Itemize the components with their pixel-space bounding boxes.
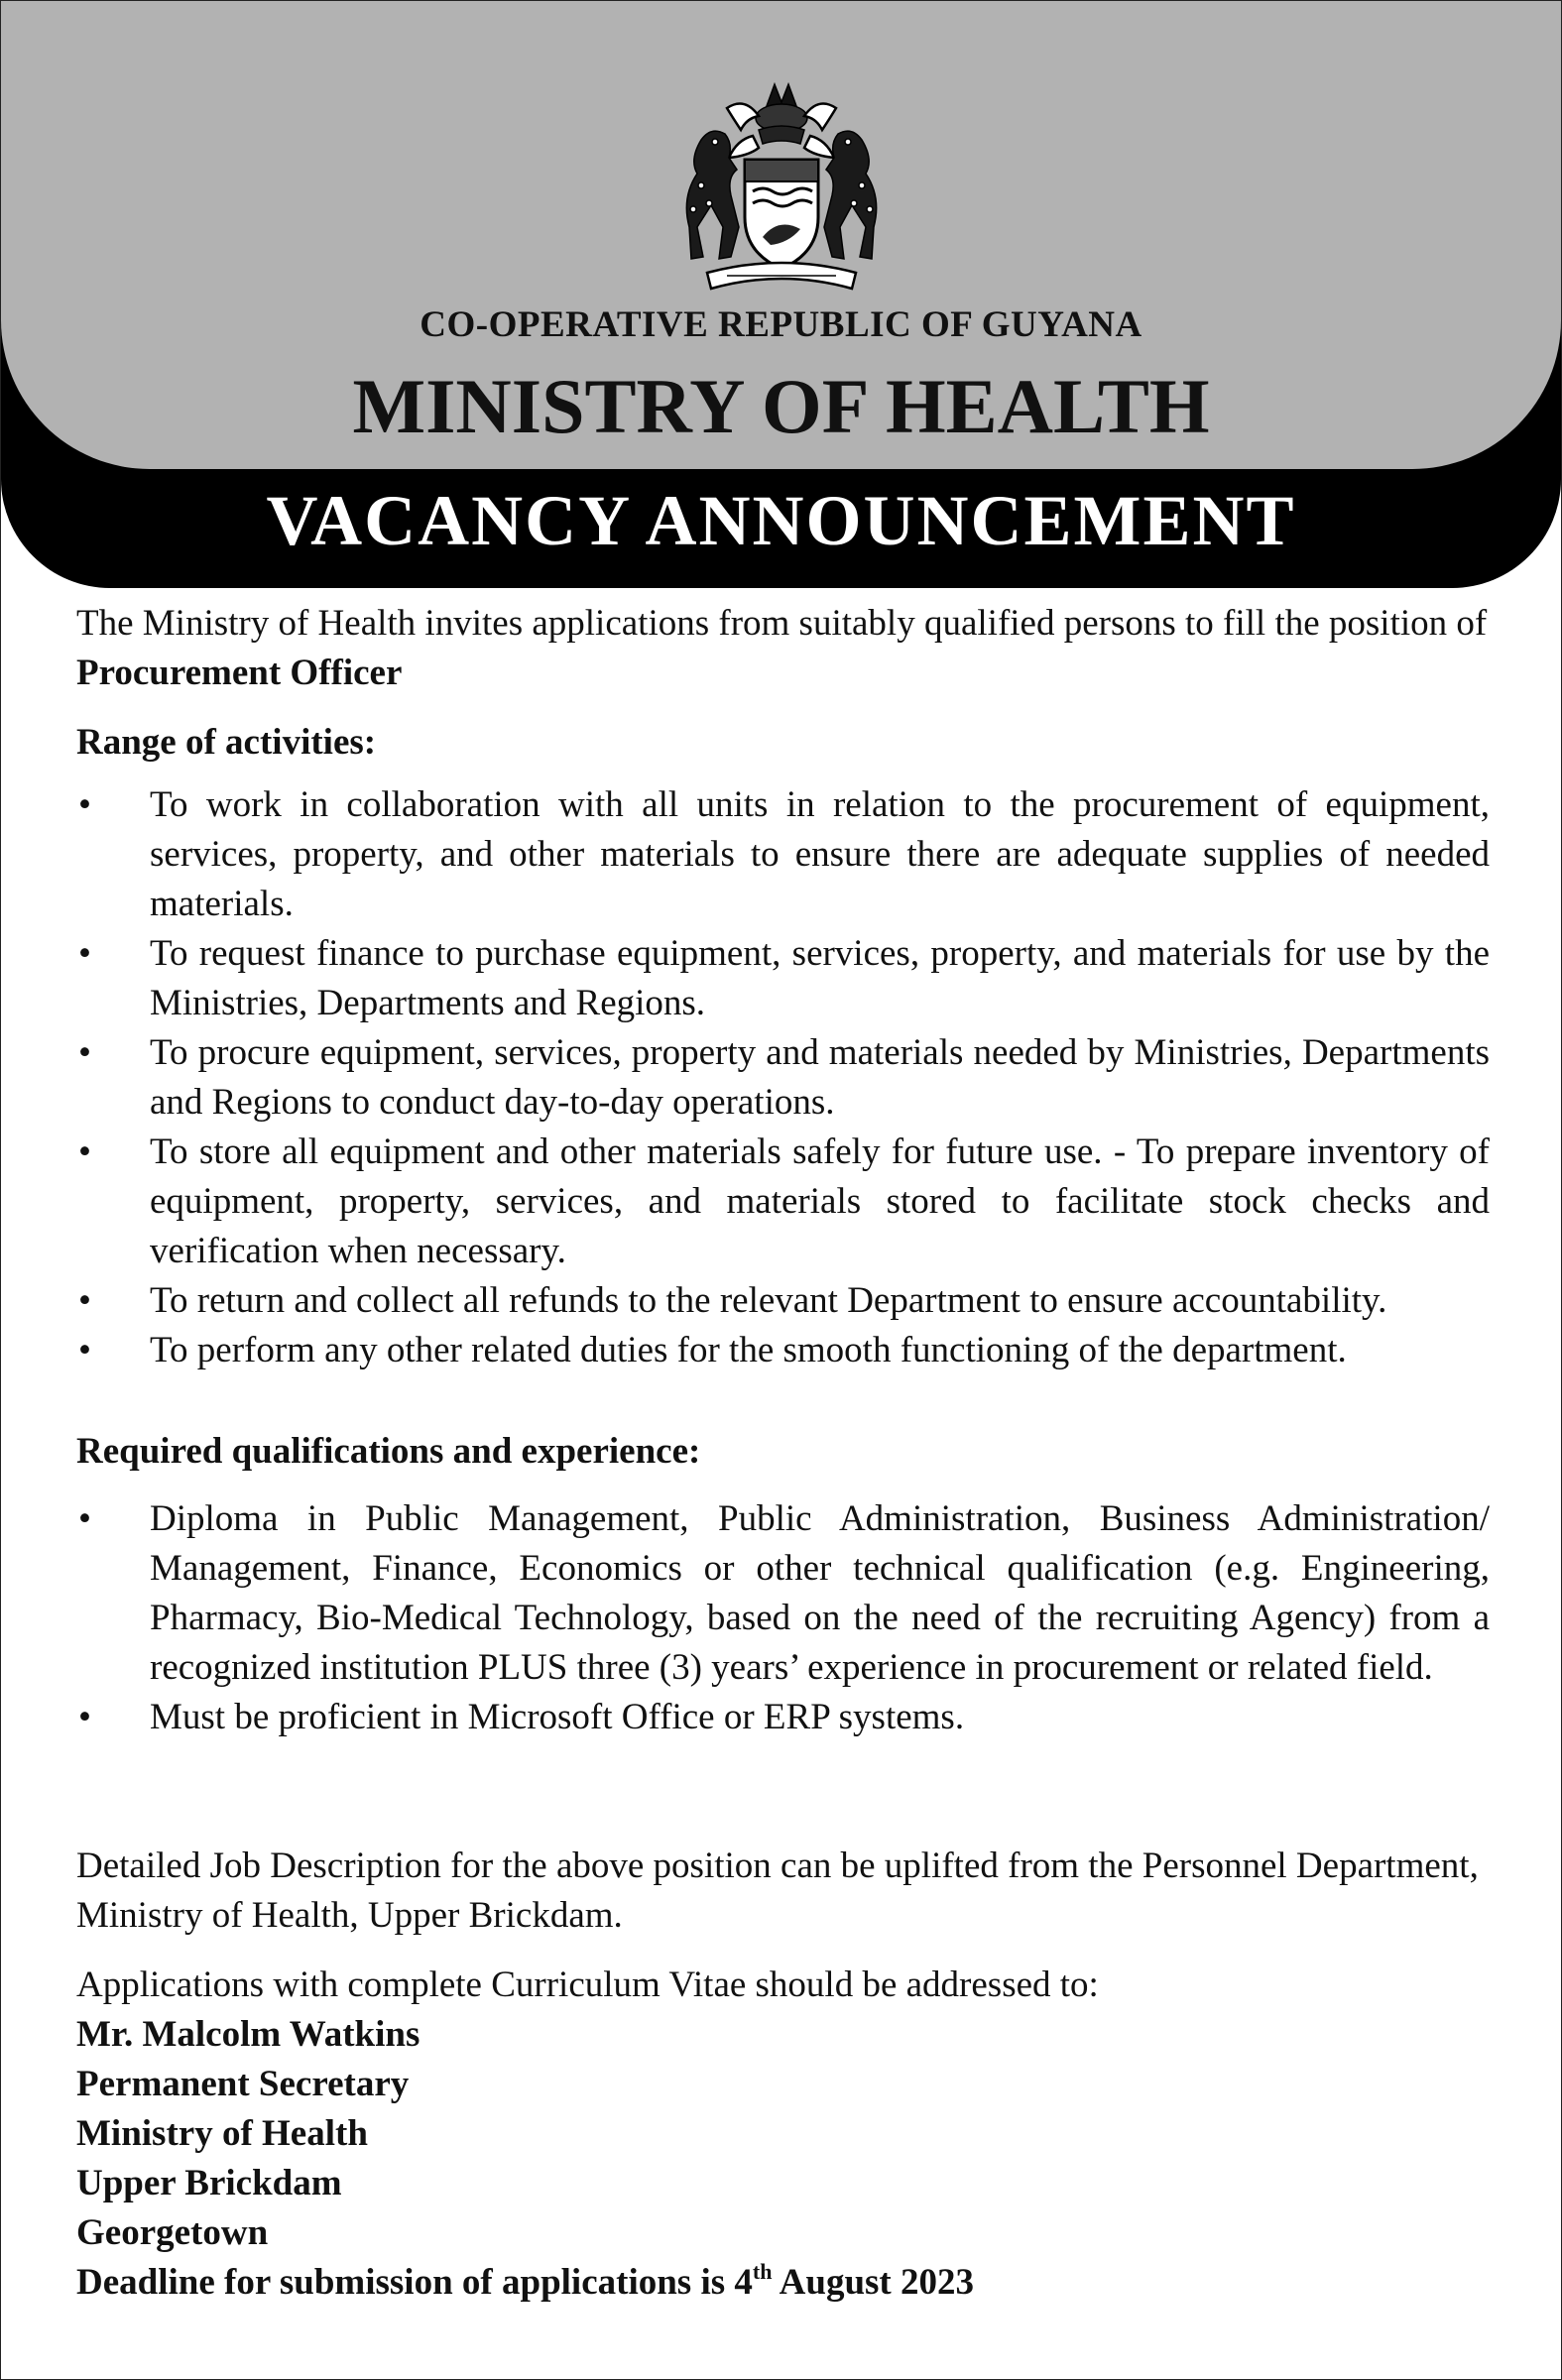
list-item-text: To perform any other related duties for the smooth functioning of the department.: [150, 1330, 1347, 1370]
addressee-street: Upper Brickdam: [76, 2163, 342, 2203]
intro-text: The Ministry of Health invites applications from suitably qualified persons to fill the position of: [76, 603, 1488, 644]
position-title: Procurement Officer: [76, 653, 403, 693]
activities-list: [76, 780, 1490, 1375]
deadline-suffix-ordinal: th: [752, 2258, 773, 2284]
application-block: [76, 1961, 1490, 2308]
coat-of-arms-icon: [667, 78, 896, 295]
list-item: [76, 1494, 1490, 1693]
job-description-note: Detailed Job Description for the above position can be uplifted from the Personnel Department, Ministry of Health, Upper Brickdam.: [76, 1845, 1479, 1936]
qualifications-heading: Required qualifications and experience:: [76, 1431, 701, 1472]
list-item-text: To return and collect all refunds to the relevant Department to ensure accountability.: [150, 1280, 1387, 1321]
bullet-icon: •: [78, 1498, 91, 1539]
banner-title: VACANCY ANNOUNCEMENT: [266, 481, 1296, 560]
list-item-text: Diploma in Public Management, Public Administration, Business Administration/ Management, Finance, Economics or other technical qualification (e.g. Engineering, Pharmacy, Bio-Medical Technology, based on the need of the recruiting Agency) from a recognized institution PLUS three (3) years’ experience in procurement or related field.: [150, 1498, 1490, 1688]
list-item: [76, 780, 1490, 929]
bullet-icon: •: [78, 1280, 91, 1321]
bullet-icon: •: [78, 1697, 91, 1737]
qualifications-list: [76, 1494, 1490, 1742]
list-item-text: To request finance to purchase equipment, services, property, and materials for use by the Ministries, Departments and Regions.: [150, 933, 1490, 1023]
intro-paragraph: [76, 599, 1490, 698]
deadline-prefix: Deadline for submission of applications is 4: [76, 2262, 753, 2303]
list-item-text: To work in collaboration with all units in relation to the procurement of equipment, services, property, and other materials to ensure there are adequate supplies of needed materials.: [150, 784, 1490, 924]
bullet-icon: •: [78, 784, 91, 825]
addressee-city: Georgetown: [76, 2212, 269, 2253]
bullet-icon: •: [78, 1032, 91, 1073]
addressee-org: Ministry of Health: [76, 2113, 368, 2154]
addressee-name: Mr. Malcolm Watkins: [76, 2014, 421, 2055]
list-item: [76, 1693, 1490, 1742]
list-item: [76, 1128, 1490, 1276]
list-item-text: To procure equipment, services, property and materials needed by Ministries, Departments and Regions to conduct day-to-day operations.: [150, 1032, 1490, 1123]
list-item: [76, 929, 1490, 1028]
application-lead: Applications with complete Curriculum Vitae should be addressed to:: [76, 1964, 1099, 2005]
bullet-icon: •: [78, 1131, 91, 1172]
activities-heading: Range of activities:: [76, 722, 377, 763]
deadline-date: August 2023: [772, 2262, 975, 2303]
list-item: [76, 1028, 1490, 1128]
list-item-text: Must be proficient in Microsoft Office or ERP systems.: [150, 1697, 965, 1737]
bullet-icon: •: [78, 933, 91, 974]
deadline: [76, 2258, 1490, 2308]
list-item: [76, 1276, 1490, 1326]
bullet-icon: •: [78, 1330, 91, 1370]
list-item: [76, 1326, 1490, 1375]
ministry-title: MINISTRY OF HEALTH: [352, 363, 1210, 449]
list-item-text: To store all equipment and other materials safely for future use. - To prepare inventory of equipment, property, services, and materials stored to facilitate stock checks and verification when necessary.: [150, 1131, 1490, 1271]
country-title: CO-OPERATIVE REPUBLIC OF GUYANA: [420, 304, 1142, 345]
addressee-title: Permanent Secretary: [76, 2064, 410, 2104]
